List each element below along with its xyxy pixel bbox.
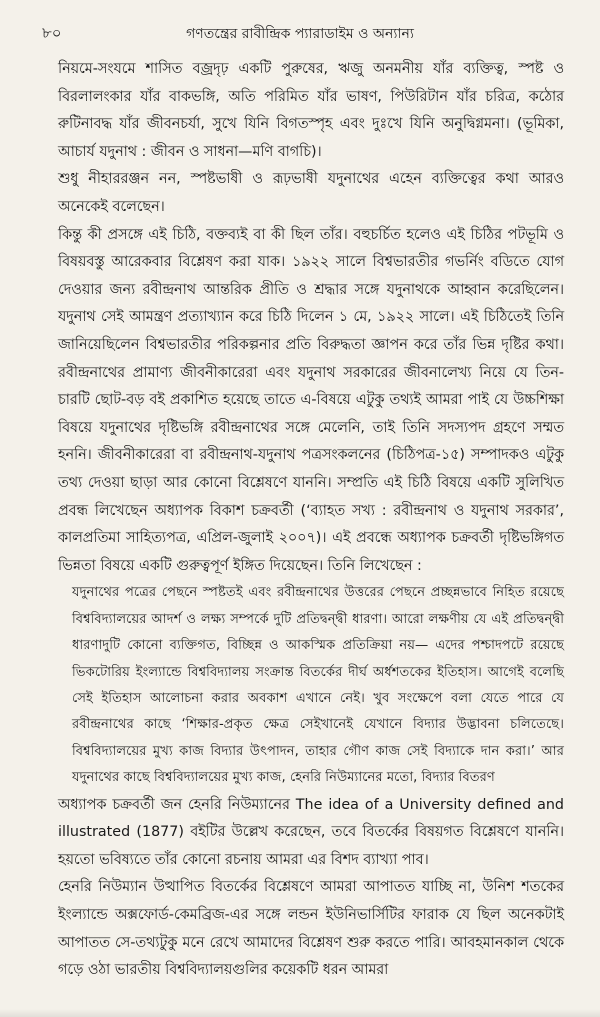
paragraph-1: নিয়মে-সংযমে শাসিত বজ্রদৃঢ় একটি পুরুষের, ঋজু অনমনীয় যাঁর ব্যক্তিত্ব, স্পষ্ট ও বিরলালংকার যাঁর বাকভঙ্গি, অতি পরিমিত যাঁর ভাষণ, পিউরিটান যাঁর চরিত্র, কঠোর রুটিনাবদ্ধ যাঁর জীবনচর্যা, সুখে যিনি বিগতস্পৃহ এবং দুঃখে যিনি অনুদ্বিগ্নমনা। (ভূমিকা, আচার্য যদুনাথ : জীবন ও সাধনা—মণি বাগচি)। xyxy=(58,61,564,160)
page-edge-shadow xyxy=(0,1009,600,1017)
paragraph-3: কিন্তু কী প্রসঙ্গে এই চিঠি, বক্তব্যই বা কী ছিল তাঁর। বহুচর্চিত হলেও এই চিঠির পটভূমি ও বিষয়বস্তু আরেকবার বিশ্লেষণ করা যাক। ১৯২২ সালে বিশ্বভারতীর গভর্নিং বডিতে যোগ দেওয়ার জন্য রবীন্দ্রনাথ আন্তরিক প্রীতি ও শ্রদ্ধার সঙ্গে যদুনাথকে আহ্বান করেছিলেন। যদুনাথ সেই আমন্ত্রণ প্রত্যাখ্যান করে চিঠি দিলেন ১ মে, ১৯২২ সালে। এই চিঠিতেই তিনি জানিয়েছিলেন বিশ্বভারতীর পরিকল্পনার প্রতি বিরুদ্ধতা জ্ঞাপন করে তাঁর ভিন্ন দৃষ্টির কথা। রবীন্দ্রনাথের প্রামাণ্য জীবনীকারেরা এবং যদুনাথ সরকারের জীবনালেখ্য নিয়ে যে তিন-চারটি ছোট-বড় বই প্রকাশিত হয়েছে তাতে এ-বিষয়ে এটুকু তথ্যই আমরা পাই যে উচ্চশিক্ষা বিষয়ে যদুনাথের দৃষ্টিভঙ্গি রবীন্দ্রনাথের সঙ্গে মেলেনি, তাই তিনি সদস্যপদ গ্রহণে সম্মত হননি। জীবনীকারেরা বা রবীন্দ্রনাথ-যদুনাথ পত্রসংকলনের (চিঠিপত্র-১৫) সম্পাদকও এটুকু তথ্য দেওয়া ছাড়া আর কোনো বিশ্লেষণে যাননি। সম্প্রতি এই চিঠি বিষয়ে একটি সুলিখিত প্রবন্ধ লিখেছেন অধ্যাপক বিকাশ চক্রবর্তী (‘ব্যাহত সখ্য : রবীন্দ্রনাথ ও যদুনাথ সরকার’, কালপ্রতিমা সাহিত্যপত্র, এপ্রিল-জুলাই ২০০৭)। এই প্রবন্ধে অধ্যাপক চক্রবর্তী দৃষ্টিভঙ্গিগত ভিন্নতা বিষয়ে একটি গুরুত্বপূর্ণ ইঙ্গিত দিয়েছেন। তিনি লিখেছেন : xyxy=(58,226,564,574)
block-quote: যদুনাথের পত্রের পেছনে স্পষ্টতই এবং রবীন্দ্রনাথের উত্তরের পেছনে প্রচ্ছন্নভাবে নিহিত রয়েছে বিশ্ববিদ্যালয়ের আদর্শ ও লক্ষ্য সম্পর্কে দুটি প্রতিদ্বন্দ্বী ধারণা। আরো লক্ষণীয় যে এই প্রতিদ্বন্দ্বী ধারণাদুটি কোনো ব্যক্তিগত, বিচ্ছিন্ন ও আকস্মিক প্রতিক্রিয়া নয়— এদের পশ্চাদপটে রয়েছে ভিকটোরিয় ইংল্যান্ডে বিশ্ববিদ্যালয় সংক্রান্ত বিতর্কের দীর্ঘ অর্ধশতকের ইতিহাস। আগেই বলেছি সেই ইতিহাস আলোচনা করার অবকাশ এখানে নেই। খুব সংক্ষেপে বলা যেতে পারে যে রবীন্দ্রনাথের কাছে ‘শিক্ষার-প্রকৃত ক্ষেত্র সেইখানেই যেখানে বিদ্যার উদ্ভাবনা চলিতেছে। বিশ্ববিদ্যালয়ের মুখ্য কাজ বিদ্যার উৎপাদন, তাহার গৌণ কাজ সেই বিদ্যাকে দান করা।’ আর যদুনাথের কাছে বিশ্ববিদ্যালয়ের মুখ্য কাজ, হেনরি নিউম্যানের মতো, বিদ্যার বিতরণ xyxy=(72,585,564,786)
page-number: ৮০ xyxy=(42,24,62,42)
paragraph-4: অধ্যাপক চক্রবর্তী জন হেনরি নিউম্যানের The idea of a University defined and illustrated (1877) বইটির উল্লেখ করেছেন, তবে বিতর্কের বিষয়গত বিশ্লেষণে যাননি। হয়তো ভবিষ্যতে তাঁর কোনো রচনায় আমরা এর বিশদ ব্যাখ্যা পাব। xyxy=(58,796,564,868)
running-title: গণতন্ত্রের রাবীন্দ্রিক প্যারাডাইম ও অন্যান্য xyxy=(186,26,414,42)
page-header xyxy=(42,22,558,44)
paragraph-2: শুধু নীহাররঞ্জন নন, স্পষ্টভাষী ও রূঢ়ভাষী যদুনাথের এহেন ব্যক্তিত্বের কথা আরও অনেকেই বলেছেন। xyxy=(58,171,564,215)
body-text xyxy=(58,56,564,985)
paragraph-5: হেনরি নিউম্যান উত্থাপিত বিতর্কের বিশ্লেষণে আমরা আপাতত যাচ্ছি না, উনিশ শতকের ইংল্যান্ডে অক্সফোর্ড-কেমব্রিজ-এর সঙ্গে লন্ডন ইউনিভার্সিটির ফারাক যে ছিল অনেকটাই আপাতত সে-তথ্যটুকু মনে রেখে আমাদের বিশ্লেষণ শুরু করতে পারি। আবহমানকাল থেকে গড়ে ওঠা ভারতীয় বিশ্ববিদ্যালয়গুলির কয়েকটি ধরন আমরা xyxy=(58,879,564,979)
